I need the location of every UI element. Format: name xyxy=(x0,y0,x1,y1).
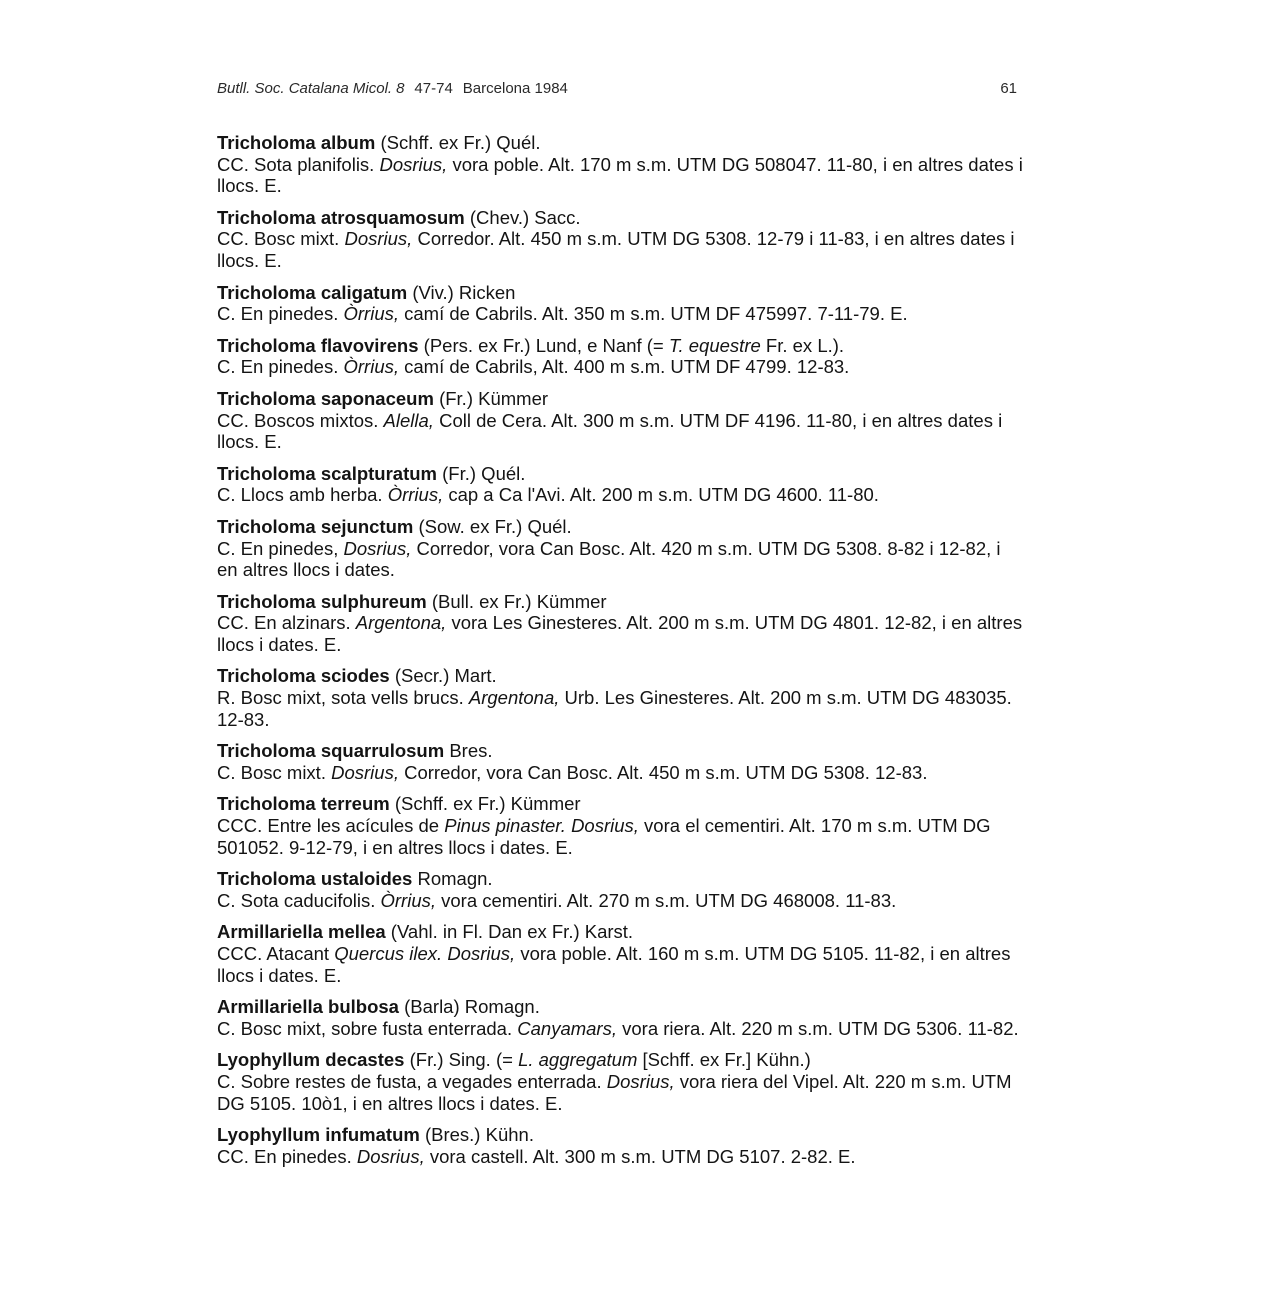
species-entry xyxy=(217,921,1023,986)
locality: Dosrius, xyxy=(331,761,399,783)
species-entry xyxy=(217,996,1023,1039)
locality: Alella, xyxy=(383,409,434,431)
description-text: vora riera. Alt. 220 m s.m. UTM DG 5306. 11-82. xyxy=(616,1017,1019,1039)
locality: Dosrius, xyxy=(571,815,639,837)
species-name: Tricholoma flavovirens xyxy=(217,334,419,356)
species-entry xyxy=(217,793,1023,858)
description-text: C. Llocs amb herba. xyxy=(217,484,388,506)
journal-name: Butll. Soc. Catalana Micol. xyxy=(217,80,393,97)
locality: Dosrius, xyxy=(379,153,448,175)
entry-description xyxy=(217,762,1023,784)
species-author: (Barla) Romagn. xyxy=(404,996,540,1018)
species-author: (Schff. ex Fr.) Kümmer xyxy=(394,793,581,815)
entry-heading xyxy=(217,793,1023,815)
species-entry xyxy=(217,665,1023,730)
species-name: Tricholoma atrosquamosum xyxy=(217,206,465,228)
entry-heading xyxy=(217,921,1023,943)
species-name: Tricholoma caligatum xyxy=(217,281,408,303)
entry-description xyxy=(217,154,1023,197)
running-header xyxy=(217,80,1017,104)
description-text: Urb. Les Ginesteres. Alt. 200 m s.m. UTM DG 483035. 12-83. xyxy=(217,687,1012,730)
locality: Òrrius, xyxy=(380,889,436,911)
species-author-end: [Schff. ex Fr.] Kühn.) xyxy=(637,1049,811,1071)
species-author: Romagn. xyxy=(417,868,493,890)
synonym: L. aggregatum xyxy=(518,1049,638,1071)
species-author: (Chev.) Sacc. xyxy=(469,206,581,228)
description-text: vora castell. Alt. 300 m s.m. UTM DG 5107. 2-82. E. xyxy=(424,1145,856,1167)
description-text: Corredor, vora Can Bosc. Alt. 420 m s.m. UTM DG 5308. 8-82 i 12-82, i en altres llocs i dates. xyxy=(217,537,1001,581)
locality: Dosrius, xyxy=(344,228,413,250)
species-entry xyxy=(217,335,1023,378)
species-author: (Bull. ex Fr.) Kümmer xyxy=(431,590,607,612)
species-name: Tricholoma saponaceum xyxy=(217,387,434,409)
entry-description xyxy=(217,612,1023,655)
entry-heading xyxy=(217,591,1023,613)
entry-heading xyxy=(217,1124,1023,1146)
description-text: CC. Sota planifolis. xyxy=(217,153,380,175)
species-name: Tricholoma sulphureum xyxy=(217,590,427,612)
entry-heading xyxy=(217,1049,1023,1071)
entry-heading xyxy=(217,207,1023,229)
locality: Dosrius, xyxy=(343,537,412,559)
description-text: C. Sota caducifolis. xyxy=(217,889,381,911)
description-text: C. En pinedes. xyxy=(217,356,344,378)
description-text: vora poble. Alt. 170 m s.m. UTM DG 508047. 11-80, i en altres dates i llocs. E. xyxy=(217,153,1023,197)
entry-description xyxy=(217,943,1023,986)
entry-description xyxy=(217,410,1023,453)
description-text: CC. Bosc mixt. xyxy=(217,228,345,250)
species-name: Tricholoma terreum xyxy=(217,793,390,815)
species-name: Tricholoma scalpturatum xyxy=(217,462,437,484)
entry-heading xyxy=(217,665,1023,687)
description-text: Corredor, vora Can Bosc. Alt. 450 m s.m. UTM DG 5308. 12-83. xyxy=(398,761,928,783)
description-text: vora el cementiri. Alt. 170 m s.m. UTM DG 501052. 9-12-79, i en altres llocs i dates. E. xyxy=(217,815,991,858)
entry-description xyxy=(217,538,1023,581)
species-author: (Secr.) Mart. xyxy=(394,665,497,687)
entry-heading xyxy=(217,388,1023,410)
locality: Dosrius, xyxy=(356,1145,425,1167)
description-text: C. Bosc mixt. xyxy=(217,761,332,783)
entry-heading xyxy=(217,463,1023,485)
species-entry xyxy=(217,282,1023,325)
species-entry xyxy=(217,740,1023,783)
entry-description xyxy=(217,1071,1023,1114)
entry-description xyxy=(217,687,1023,730)
entry-description xyxy=(217,815,1023,858)
description-text: CCC. Entre les acícules de xyxy=(217,815,445,837)
species-author: (Sow. ex Fr.) Quél. xyxy=(418,515,572,537)
species-entry xyxy=(217,463,1023,506)
description-text: CCC. Atacant xyxy=(217,943,335,964)
entry-heading xyxy=(217,132,1023,154)
locality: Òrrius, xyxy=(343,303,399,325)
locality: Argentona, xyxy=(355,612,447,634)
species-author: (Pers. ex Fr.) Lund, e Nanf (= xyxy=(423,334,669,356)
description-text: vora cementiri. Alt. 270 m s.m. UTM DG 468008. 11-83. xyxy=(436,889,897,911)
page-number: 61 xyxy=(1000,80,1017,97)
description-text: Coll de Cera. Alt. 300 m s.m. UTM DF 4196. 11-80, i en altres dates i llocs. E. xyxy=(217,409,1003,453)
species-name: Tricholoma ustaloides xyxy=(217,868,413,890)
species-author: (Fr.) Sing. (= xyxy=(409,1049,519,1071)
species-name: Lyophyllum decastes xyxy=(217,1049,405,1071)
species-name: Tricholoma squarrulosum xyxy=(217,740,445,762)
description-text: C. Bosc mixt, sobre fusta enterrada. xyxy=(217,1017,518,1039)
species-author: (Bres.) Kühn. xyxy=(424,1124,534,1146)
species-entry xyxy=(217,1124,1023,1167)
place-year: Barcelona 1984 xyxy=(462,80,568,97)
entry-heading xyxy=(217,335,1023,357)
species-author: Bres. xyxy=(449,740,493,762)
species-name: Armillariella mellea xyxy=(217,921,386,943)
description-text: C. En pinedes. xyxy=(217,303,344,325)
species-name: Tricholoma sciodes xyxy=(217,665,390,687)
species-name: Tricholoma sejunctum xyxy=(217,515,414,537)
species-entry xyxy=(217,1049,1023,1114)
locality: Argentona, xyxy=(468,687,560,709)
entry-heading xyxy=(217,996,1023,1018)
description-text: vora riera del Vipel. Alt. 220 m s.m. UTM DG 5105. 10ò1, i en altres llocs i dates. E. xyxy=(217,1070,1012,1114)
species-entry xyxy=(217,868,1023,911)
description-text: cap a Ca l'Avi. Alt. 200 m s.m. UTM DG 4600. 11-80. xyxy=(443,484,879,506)
description-text: CC. En alzinars. xyxy=(217,612,356,634)
species-author: (Fr.) Quél. xyxy=(442,462,526,484)
species-list xyxy=(217,132,1023,1177)
description-text: C. En pinedes, xyxy=(217,537,344,559)
entry-heading xyxy=(217,282,1023,304)
species-entry xyxy=(217,388,1023,453)
species-author: (Vahl. in Fl. Dan ex Fr.) Karst. xyxy=(390,921,634,943)
entry-description xyxy=(217,1146,1023,1168)
description-text: vora poble. Alt. 160 m s.m. UTM DG 5105. 11-82, i en altres llocs i dates. E. xyxy=(217,943,1011,986)
entry-description xyxy=(217,356,1023,378)
description-text: camí de Cabrils. Alt. 350 m s.m. UTM DF 475997. 7-11-79. E. xyxy=(399,303,908,325)
locality: Dosrius, xyxy=(447,943,516,964)
description-text: C. Sobre restes de fusta, a vegades enterrada. xyxy=(217,1070,607,1092)
species-name: Lyophyllum infumatum xyxy=(217,1124,420,1146)
entry-heading xyxy=(217,516,1023,538)
species-entry xyxy=(217,132,1023,197)
locality: Dosrius, xyxy=(606,1070,675,1092)
species-author: (Schff. ex Fr.) Quél. xyxy=(380,132,541,153)
description-text: camí de Cabrils, Alt. 400 m s.m. UTM DF 4799. 12-83. xyxy=(399,356,850,378)
locality: Canyamars, xyxy=(517,1017,617,1039)
description-text: CC. Boscos mixtos. xyxy=(217,409,384,431)
page-range: 47-74 xyxy=(414,80,453,97)
species-name: Armillariella bulbosa xyxy=(217,996,399,1018)
locality: Òrrius, xyxy=(343,356,399,378)
species-name: Tricholoma album xyxy=(217,132,376,153)
species-entry xyxy=(217,516,1023,581)
host-species: Pinus pinaster. xyxy=(444,815,566,837)
entry-description xyxy=(217,890,1023,912)
entry-heading xyxy=(217,740,1023,762)
species-author-end: Fr. ex L.). xyxy=(760,334,845,356)
species-entry xyxy=(217,591,1023,656)
synonym: T. equestre xyxy=(668,334,761,356)
description-text: vora Les Ginesteres. Alt. 200 m s.m. UTM DG 4801. 12-82, i en altres llocs i dates. E. xyxy=(217,612,1023,655)
entry-description xyxy=(217,303,1023,325)
description-text: CC. En pinedes. xyxy=(217,1145,357,1167)
species-author: (Fr.) Kümmer xyxy=(439,387,549,409)
locality: Òrrius, xyxy=(387,484,444,506)
host-species: Quercus ilex. xyxy=(334,943,443,964)
entry-heading xyxy=(217,868,1023,890)
description-text: Corredor. Alt. 450 m s.m. UTM DG 5308. 12-79 i 11-83, i en altres dates i llocs. E. xyxy=(217,228,1015,271)
description-text: R. Bosc mixt, sota vells brucs. xyxy=(217,687,469,709)
entry-description xyxy=(217,228,1023,271)
species-author: (Viv.) Ricken xyxy=(412,281,516,303)
entry-description xyxy=(217,484,1023,506)
entry-description xyxy=(217,1018,1023,1040)
journal-volume: 8 xyxy=(396,80,405,97)
species-entry xyxy=(217,207,1023,272)
